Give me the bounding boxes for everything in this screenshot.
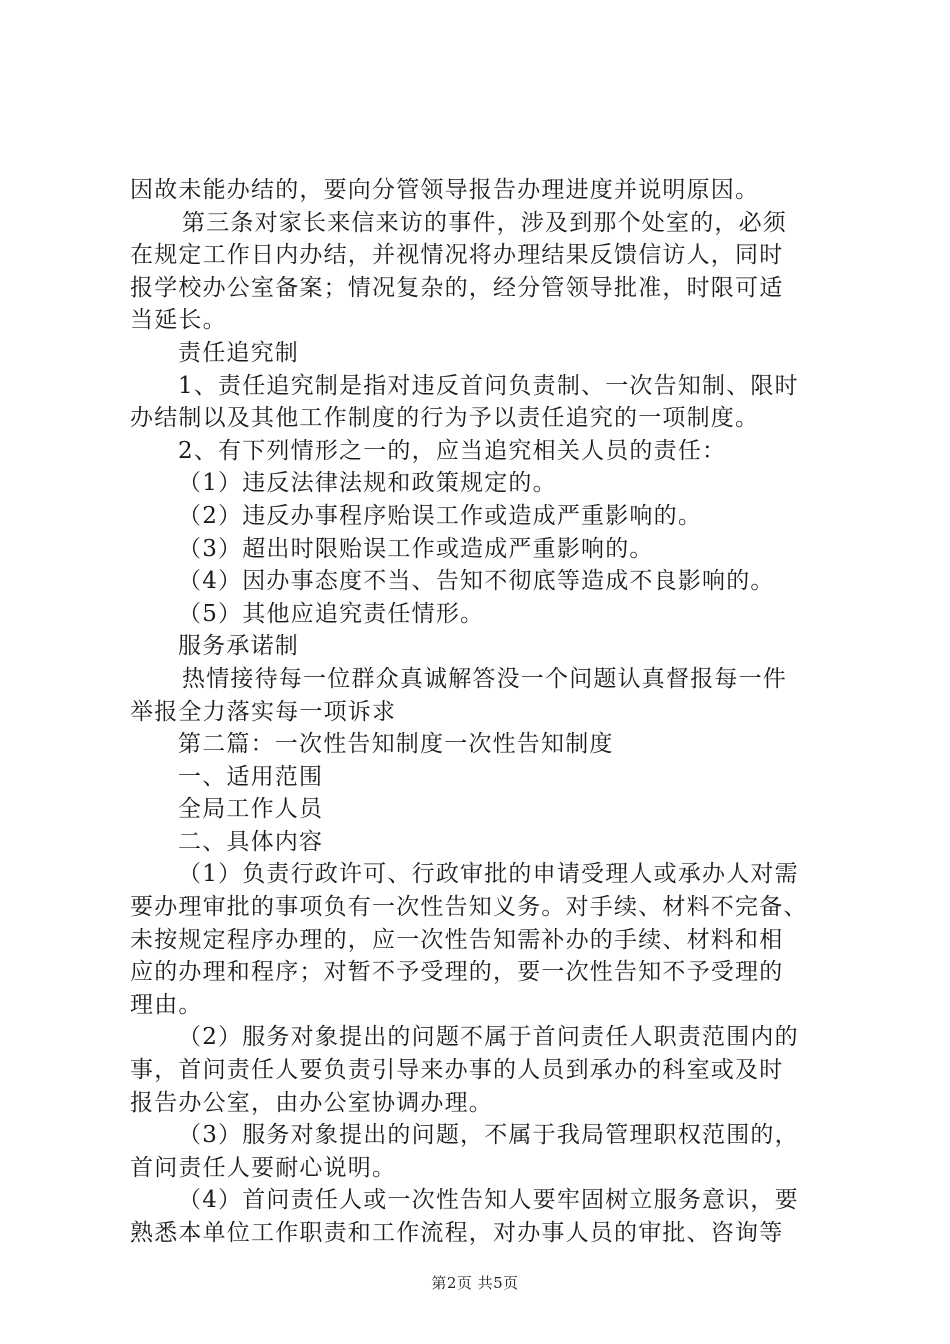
text-line: 熟悉本单位工作职责和工作流程，对办事人员的审批、咨询等 [130, 1220, 784, 1246]
text-line: 热情接待每一位群众真诚解答没一个问题认真督报每一件 [182, 665, 787, 692]
text-line: 一、适用范围 [178, 763, 324, 790]
text-line: 理由。 [130, 991, 203, 1018]
text-line: 责任追究制 [178, 339, 299, 366]
text-line: 1、责任追究制是指对违反首问负责制、一次告知制、限时 [178, 372, 799, 399]
text-line: 当延长。 [130, 307, 227, 334]
text-line: （1）违反法律法规和政策规定的。 [178, 470, 557, 497]
text-line: 因故未能办结的，要向分管领导报告办理进度并说明原因。 [130, 177, 760, 203]
text-line: （3）超出时限贻误工作或造成严重影响的。 [178, 535, 654, 562]
text-line: 要办理审批的事项负有一次性告知义务。对手续、材料不完备、 [130, 894, 808, 921]
text-line: 报告办公室，由办公室协调办理。 [130, 1089, 493, 1116]
document-body [130, 174, 830, 1250]
text-line: 未按规定程序办理的，应一次性告知需补办的手续、材料和相 [130, 926, 784, 953]
text-line: （2）违反办事程序贻误工作或造成严重影响的。 [178, 502, 703, 529]
text-line: （2）服务对象提出的问题不属于首问责任人职责范围内的 [178, 1024, 799, 1051]
text-line: 在规定工作日内办结，并视情况将办理结果反馈信访人，同时 [130, 242, 784, 269]
text-line: 首问责任人要耐心说明。 [130, 1154, 397, 1181]
text-line: （4）因办事态度不当、告知不彻底等造成不良影响的。 [178, 568, 775, 595]
text-line: 应的办理和程序；对暂不予受理的，要一次性告知不予受理的 [130, 959, 784, 986]
text-line: 全局工作人员 [178, 796, 324, 823]
text-line: 二、具体内容 [178, 828, 324, 855]
text-line: 事，首问责任人要负责引导来办事的人员到承办的科室或及时 [130, 1057, 784, 1084]
text-line: （1）负责行政许可、行政审批的申请受理人或承办人对需 [178, 861, 799, 888]
text-line: 举报全力落实每一项诉求 [130, 698, 397, 725]
page-footer: 第2页 共5页 [431, 1274, 519, 1292]
text-line: 报学校办公室备案；情况复杂的，经分管领导批准，时限可适 [130, 274, 784, 301]
text-line: （3）服务对象提出的问题，不属于我局管理职权范围的， [178, 1122, 799, 1149]
text-line: 2、有下列情形之一的，应当追究相关人员的责任： [178, 437, 727, 464]
text-line: 服务承诺制 [178, 633, 299, 660]
text-line: 第二篇：一次性告知制度一次性告知制度 [178, 731, 614, 758]
text-line: （5）其他应追究责任情形。 [178, 600, 485, 627]
text-line: 办结制以及其他工作制度的行为予以责任追究的一项制度。 [130, 405, 760, 432]
text-line: 第三条对家长来信来访的事件，涉及到那个处室的，必须 [182, 209, 787, 236]
text-line: （4）首问责任人或一次性告知人要牢固树立服务意识，要 [178, 1187, 799, 1214]
